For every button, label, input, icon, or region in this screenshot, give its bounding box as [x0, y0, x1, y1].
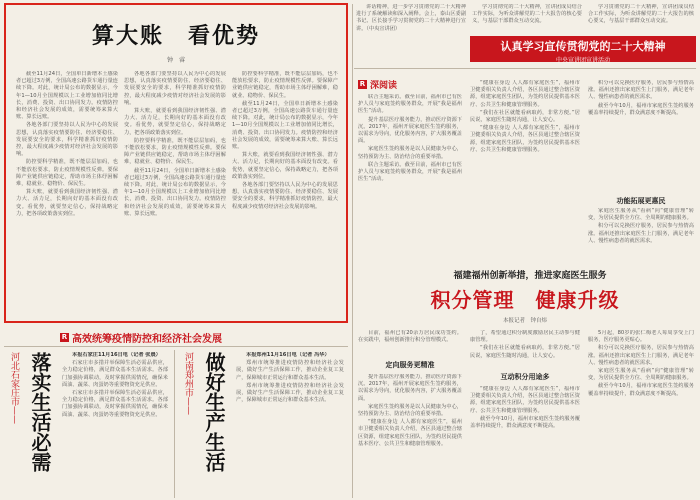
party-banner-title: 认真学习宣传贯彻党的二十大精神 — [500, 40, 666, 53]
deep-reading-lead-sub: 福建福州创新举措，推进家庭医生服务 — [453, 271, 607, 281]
hebei-article: 本报石家庄11月16日电（记者 张晨） 石家庄市多措并举保障生活必需品供应，全力稳定价格，满足群众基本生活需求。各部门加强协调联动，及时掌握供需情况，确保米面油、蔬菜、肉蛋奶等重要物资充足供应。 石家庄市多措并举保障生活必需品供应，全力稳定价格，满足群众基本生活需求。各部门加强协调联动，及时掌握供需情况，确保米面油、蔬菜、肉蛋奶等重要物资充足供应。 — [62, 352, 168, 418]
deep-reading-col1: 联合主题采访。截至目前，福州市已有医护人员与家庭签约服务群众，开展“我是福州医生”活动。 提升基层医疗服务能力，推动医疗资源下沉。2017年，福州开展家庭医生签约服务，以需求为导向，优化服务内容，扩大服务覆盖面。 家庭医生签约服务是以人民健康为中心，坚持预防为主、防治结合的重要举措。 联合主题采访。截至目前，福州市已有医护人员与家庭签约服务群众，开展“我是福州医生”活动。 — [358, 94, 462, 183]
lead-article-title: 算大账 看优势 — [91, 23, 260, 49]
deep-reading-headline: 积分管理 健康升级 — [430, 288, 620, 312]
deep-reading-col3: 积分可以兑换医疗服务，居民参与热情高涨。福州还推出家庭医生上门服务，满足老年人、慢性病患者的就医需求。 截至今年10月，福州市家庭医生签约服务覆盖率持续提升，群众满意度不断提高。 — [588, 80, 694, 116]
lead-article-body-col3: 防控要科学精准，既不能层层加码，也不能放松要求，防止疫情规模性反弹。要保障产业链供应链稳定，帮助市场主体纾困解难，稳就业、稳物价、保民生。 截至11月24日，全国单日新增本土感染者已超过3万例，全国高速公路货车通行量连续下降。对此，统计局公布的数据显示，今年1—10月全国规模以上工业增加值同比增长，消费、投资、出口协同发力。疫情防控和经济社会发展的成效，需要统筹来算大账、算长远账。 算大账，就要看到我国经济韧性强、潜力大、活力足，长期向好的基本面没有改变。看优势，就要坚定信心，保持战略定力，把各项政策落实到位。 各地各部门要坚持以人民为中心的发展思想，认真落实疫情要防住、经济要稳住、发展要安全的要求，科学精准抓好疫情防控，最大程度减少疫情对经济社会发展的影响。 — [232, 71, 338, 210]
deep-reading-header — [358, 78, 397, 91]
deep-reading-lower-col2: 了，希望通过积分制度激励居民主动参与健康管理。 “我们在社区就能看病取药，非常方便。”居民说，家庭医生随时沟通，让人安心。 — [470, 330, 580, 359]
deep-reading-lower-col1b: 提升基层医疗服务能力，推动医疗资源下沉。2017年，福州开展家庭医生签约服务，以需求为导向，优化服务内容，扩大服务覆盖面。 家庭医生签约服务是以人民健康为中心，坚持预防为主、防治结合的重要举措。 “健康在身边 人人都有家庭医生”，福州市卫健委相关负责人介绍，各区县通过整合辖区资源，组建家庭医生团队，为签约居民提供基本医疗、公共卫生和健康管理服务。 — [358, 374, 462, 447]
deep-reading-lower-col1: 目前，福州已有20余万居民成功签约。在实践中，福州创新推行积分管理模式。 — [358, 330, 462, 344]
hebei-headline: 落实生活必需 — [28, 352, 52, 472]
hebei-place: 河北石家庄市—— — [9, 352, 19, 424]
divider — [354, 68, 696, 69]
party-column-text: 讲话精神，进一步学习贯彻党的二十大精神进行了系统解读和深入阐释。会上，泰山区委副书记、区长接手学习贯彻党的二十大精神进行宣讲。（中央宣讲团） — [356, 4, 466, 32]
lead-article-box — [4, 3, 348, 323]
lead-article-body-col2: 各地各部门要坚持以人民为中心的发展思想，认真落实疫情要防住、经济要稳住、发展要安全的要求，科学精准抓好疫情防控，最大程度减少疫情对经济社会发展的影响。 算大账，就要看到我国经济韧性强、潜力大、活力足，长期向好的基本面没有改变。看优势，就要坚定信心，保持战略定力，把各项政策落实到位。 防控要科学精准，既不能层层加码，也不能放松要求，防止疫情规模性反弹。要保障产业链供应链稳定，帮助市场主体纾困解难，稳就业、稳物价、保民生。 截至11月24日，全国单日新增本土感染者已超过3万例，全国高速公路货车通行量连续下降。对此，统计局公布的数据显示，今年1—10月全国规模以上工业增加值同比增长，消费、投资、出口协同发力。疫情防控和经济社会发展的成效，需要统筹来算大账、算长远账。 — [124, 71, 226, 217]
divider — [174, 350, 175, 498]
divider — [4, 346, 348, 347]
lead-article-byline: 钟 睿 — [166, 57, 185, 64]
subheading-targeted-service: 定向服务更精准 — [385, 361, 435, 369]
party-column-text-right: 学习贯彻党的二十大精神，宣讲团成员结合工作实际，为听众讲解党的二十大报告的核心要义，与基层干部群众互动交流。 — [472, 4, 582, 25]
subheading-interactive-points: 互动积分用途多 — [500, 373, 550, 381]
henan-article: 本报郑州11月16日电（记者 冯华） 郑州市统筹推进疫情防控和经济社会发展，做好生产生活保障工作，推动企业复工复产，保障城市正常运行和群众基本生活。 郑州市统筹推进疫情防控和经济社会发展，做好生产生活保障工作，推动企业复工复产，保障城市正常运行和群众基本生活。 — [236, 352, 344, 404]
section-marker-icon: R — [61, 333, 68, 341]
party-banner-subtitle: 中央宣讲团宣讲活动 — [555, 57, 610, 64]
deep-reading-byline: 本报记者 钟自炜 — [502, 318, 547, 324]
divider — [352, 4, 353, 498]
bottom-section-header — [60, 330, 222, 345]
section-marker-icon: R — [359, 80, 366, 88]
bottom-section-label: 高效统筹疫情防控和经济社会发展 — [72, 334, 222, 345]
deep-reading-lower-col2b: “健康在身边 人人都有家庭医生”，福州市卫健委相关负责人介绍，各区县通过整合辖区资源，组建家庭医生团队，为签约居民提供基本医疗、公共卫生和健康管理服务。 截至今年10月，福州市家庭医生签约服务覆盖率持续提升，群众满意度不断提高。 — [470, 386, 580, 430]
feature-subheading: 功能拓展更惠民 — [616, 197, 666, 205]
lead-article-body-col1: 截至11月24日，全国单日新增本土感染者已超过3万例，全国高速公路货车通行量连续下降。对此，统计局公布的数据显示，今年1—10月全国规模以上工业增加值同比增长，消费、投资、出口协同发力。疫情防控和经济社会发展的成效，需要统筹来算大账、算长远账。 各地各部门要坚持以人民为中心的发展思想，认真落实疫情要防住、经济要稳住、发展要安全的要求，科学精准抓好疫情防控，最大程度减少疫情对经济社会发展的影响。 防控要科学精准，既不能层层加码，也不能放松要求，防止疫情规模性反弹。要保障产业链供应链稳定，帮助市场主体纾困解难，稳就业、稳物价、保民生。 算大账，就要看到我国经济韧性强、潜力大、活力足，长期向好的基本面没有改变。看优势，就要坚定信心，保持战略定力，把各项政策落实到位。 — [16, 71, 118, 217]
party-column-text-far-right: 学习贯彻党的二十大精神，宣讲团成员结合工作实际，为听众讲解党的二十大报告的核心要义，与基层干部群众互动交流。 — [588, 4, 694, 25]
feature-text: 家庭医生服务从“看病”向“健康管理”转变，为居民提供全方位、全周期的健康服务。 积分可以兑换医疗服务，居民参与热情高涨。福州还推出家庭医生上门服务，满足老年人、慢性病患者的就医需求。 — [588, 208, 694, 244]
henan-headline: 做好生产生活 — [202, 352, 226, 472]
deep-reading-lower-col3: 5月起，80岁的张仁梅老人每周享受上门服务，医疗服务更贴心。 积分可以兑换医疗服务，居民参与热情高涨。福州还推出家庭医生上门服务，满足老年人、慢性病患者的就医需求。 家庭医生服务从“看病”向“健康管理”转变，为居民提供全方位、全周期的健康服务。 截至今年10月，福州市家庭医生签约服务覆盖率持续提升，群众满意度不断提高。 — [588, 330, 694, 397]
henan-place: 河南郑州市—— — [183, 352, 193, 415]
deep-reading-label: 深阅读 — [370, 81, 398, 91]
deep-reading-col2: “健康在身边 人人都有家庭医生”，福州市卫健委相关负责人介绍，各区县通过整合辖区资源，组建家庭医生团队，为签约居民提供基本医疗、公共卫生和健康管理服务。 “我们在社区就能看病取药，非常方便。”居民说，家庭医生随时沟通，让人安心。 “健康在身边 人人都有家庭医生”，福州市卫健委相关负责人介绍，各区县通过整合辖区资源，组建家庭医生团队，为签约居民提供基本医疗、公共卫生和健康管理服务。 — [470, 80, 580, 153]
party-banner — [470, 36, 696, 62]
